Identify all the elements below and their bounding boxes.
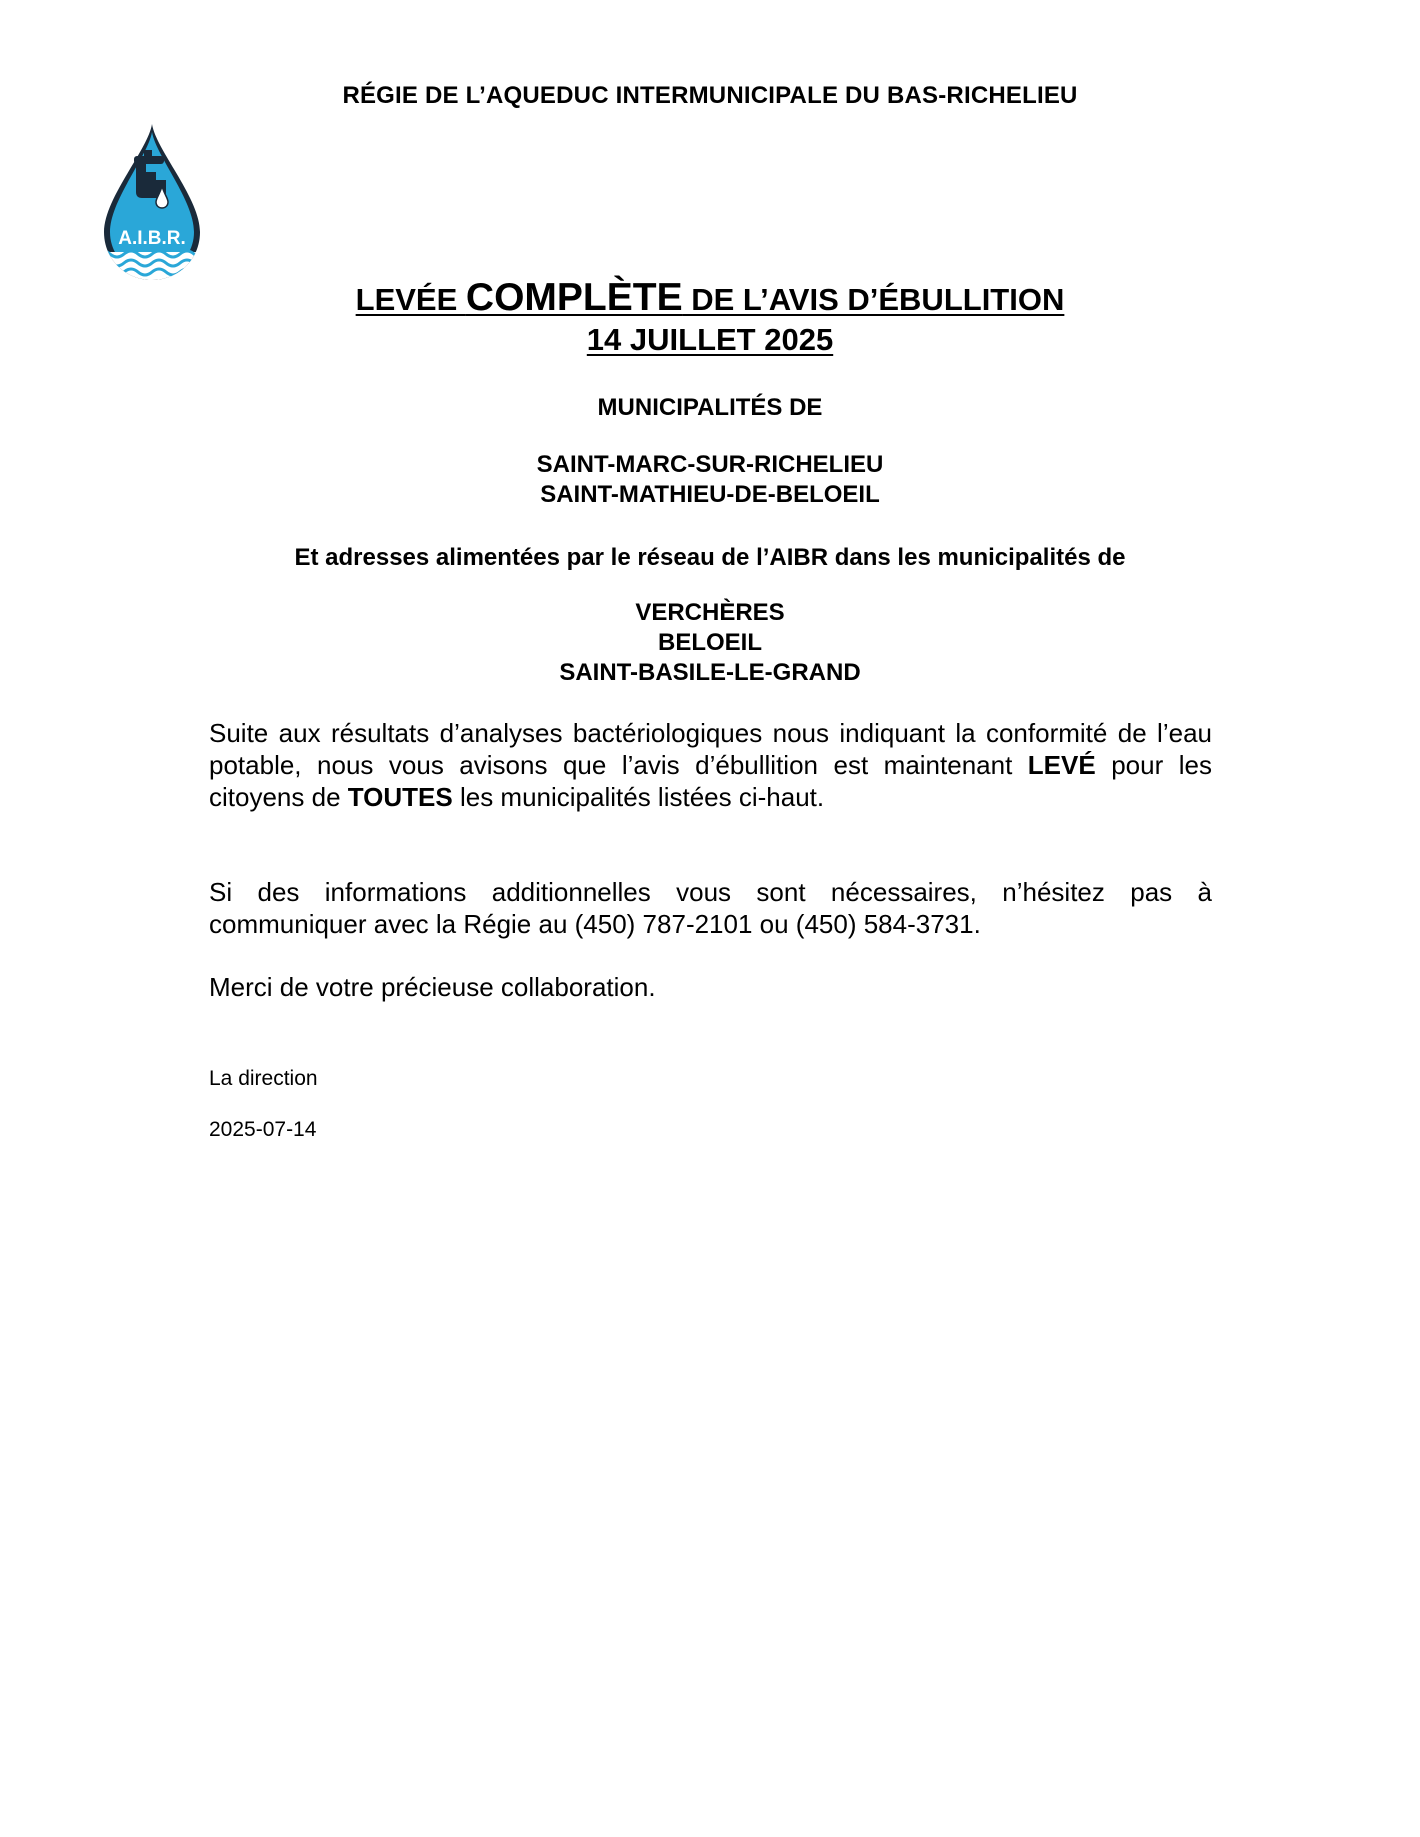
aibr-logo <box>96 120 208 284</box>
address-municipality-item: BELOEIL <box>657 629 762 656</box>
lifted-emphasis: LEVÉ <box>1027 750 1096 780</box>
municipalities-label: MUNICIPALITÉS DE <box>597 394 823 421</box>
logo-text: A.I.B.R. <box>118 228 186 249</box>
address-municipality-item: VERCHÈRES <box>635 599 785 626</box>
addresses-list <box>0 598 1420 688</box>
all-emphasis: TOUTES <box>347 782 453 812</box>
addresses-intro: Et adresses alimentées par le réseau de l’AIBR dans les municipalités de <box>294 544 1126 571</box>
thanks-text: Merci de votre précieuse collaboration. <box>209 972 656 1002</box>
notice-paragraph <box>209 717 1212 813</box>
organization-header: RÉGIE DE L’AQUEDUC INTERMUNICIPALE DU BAS-RICHELIEU <box>342 82 1078 109</box>
municipality-item: SAINT-MATHIEU-DE-BELOEIL <box>540 481 880 508</box>
signature: La direction <box>209 1067 318 1090</box>
paragraph-text: les municipalités listées ci-haut. <box>452 782 825 812</box>
contact-paragraph: Si des informations additionnelles vous sont nécessaires, n’hésitez pas à communiquer avec la Régie au (450) 787-2101 ou (450) 584-3731. <box>209 877 1212 939</box>
title-date: 14 JUILLET 2025 <box>586 322 834 357</box>
notice-title <box>0 276 1420 358</box>
paragraph-text: pour les citoyens de <box>209 750 1212 812</box>
title-emphasis: COMPLÈTE <box>465 276 683 319</box>
title-line <box>356 276 1065 320</box>
title-part2: DE L’AVIS D’ÉBULLITION <box>682 282 1065 317</box>
paragraph-text: Suite aux résultats d’analyses bactériologiques nous indiquant la conformité de l’eau potable, nous vous avisons que l’avis d’ébullition est maintenant <box>209 718 1212 780</box>
municipality-item: SAINT-MARC-SUR-RICHELIEU <box>536 451 884 478</box>
municipalities-list <box>0 450 1420 510</box>
address-municipality-item: SAINT-BASILE-LE-GRAND <box>559 659 861 686</box>
document-date: 2025-07-14 <box>209 1118 317 1141</box>
title-part1: LEVÉE <box>355 282 466 317</box>
